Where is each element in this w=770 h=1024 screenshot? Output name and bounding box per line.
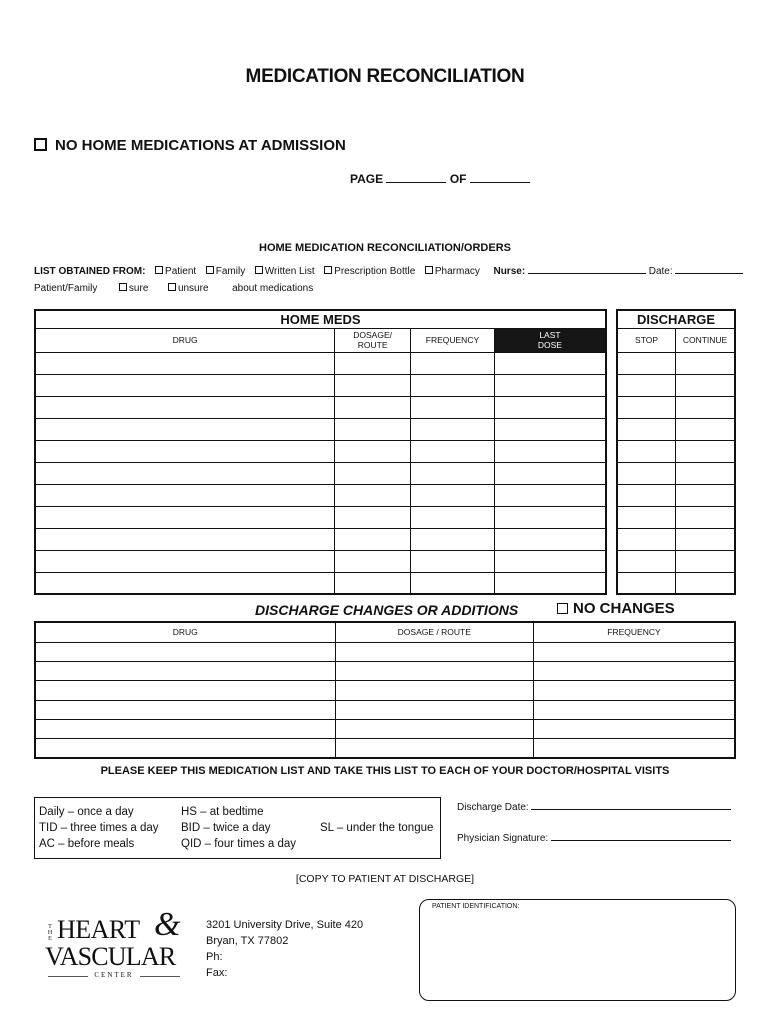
discharge-cell[interactable] <box>617 484 676 506</box>
discharge-title: DISCHARGE <box>617 310 735 328</box>
about-medications-label: about medications <box>232 283 314 294</box>
col-dosage-label: DOSAGE/ <box>353 330 392 340</box>
legend-bid: BID – twice a day <box>181 822 271 834</box>
physician-signature-line <box>457 830 731 844</box>
home-meds-cell[interactable] <box>411 418 495 440</box>
discharge-changes-cell[interactable] <box>533 739 735 758</box>
legend-sl: SL – under the tongue <box>320 822 434 834</box>
logo-ampersand: & <box>154 906 181 943</box>
discharge-row <box>617 528 735 550</box>
address-block <box>206 917 363 981</box>
home-meds-cell[interactable] <box>411 396 495 418</box>
home-meds-cell[interactable] <box>35 374 335 396</box>
discharge-row <box>617 352 735 374</box>
discharge-changes-cell[interactable] <box>35 719 335 738</box>
home-meds-cell[interactable] <box>411 374 495 396</box>
home-meds-cell[interactable] <box>494 352 606 374</box>
discharge-cell[interactable] <box>676 550 735 572</box>
patient-family-label: Patient/Family <box>34 283 98 294</box>
home-meds-cell[interactable] <box>335 396 411 418</box>
discharge-changes-table <box>34 621 736 759</box>
legend-tid: TID – three times a day <box>39 822 159 834</box>
discharge-row <box>617 374 735 396</box>
home-meds-cell[interactable] <box>411 528 495 550</box>
col-stop: STOP <box>617 328 676 352</box>
discharge-cell[interactable] <box>676 440 735 462</box>
discharge-cell[interactable] <box>676 484 735 506</box>
no-home-meds-option[interactable] <box>34 137 346 154</box>
discharge-cell[interactable] <box>617 506 676 528</box>
home-meds-cell[interactable] <box>335 484 411 506</box>
discharge-row <box>617 396 735 418</box>
legend-col-3 <box>320 820 433 836</box>
discharge-changes-cell[interactable] <box>335 681 533 700</box>
home-meds-cell[interactable] <box>335 550 411 572</box>
no-home-meds-checkbox[interactable] <box>34 138 47 151</box>
discharge-cell[interactable] <box>617 374 676 396</box>
home-meds-cell[interactable] <box>35 396 335 418</box>
discharge-changes-row <box>35 719 735 738</box>
discharge-row <box>617 550 735 572</box>
no-changes-option[interactable] <box>557 600 675 617</box>
home-meds-cell[interactable] <box>35 462 335 484</box>
legend-col-2 <box>181 804 296 852</box>
of-label: OF <box>449 172 467 186</box>
home-meds-cell[interactable] <box>335 374 411 396</box>
col-route-label: ROUTE <box>357 340 388 350</box>
home-meds-cell[interactable] <box>494 572 606 594</box>
home-meds-row <box>35 572 606 594</box>
sure-checkbox[interactable] <box>119 283 127 291</box>
home-meds-cell[interactable] <box>335 462 411 484</box>
home-meds-row <box>35 550 606 572</box>
home-meds-cell[interactable] <box>335 528 411 550</box>
home-meds-row <box>35 374 606 396</box>
home-meds-cell[interactable] <box>494 440 606 462</box>
date-label: Date: <box>648 266 673 277</box>
discharge-changes-cell[interactable] <box>335 739 533 758</box>
home-meds-cell[interactable] <box>494 462 606 484</box>
discharge-changes-cell[interactable] <box>35 700 335 719</box>
source-patient-label: Patient <box>165 266 197 277</box>
page-number-field[interactable] <box>386 172 446 183</box>
home-meds-cell[interactable] <box>494 374 606 396</box>
discharge-row <box>617 484 735 506</box>
discharge-date-field[interactable] <box>531 799 731 810</box>
physician-signature-field[interactable] <box>551 830 731 841</box>
discharge-cell[interactable] <box>617 418 676 440</box>
discharge-row <box>617 572 735 594</box>
page-total-field[interactable] <box>470 172 530 183</box>
discharge-cell[interactable] <box>617 572 676 594</box>
sure-label: sure <box>128 283 149 294</box>
nurse-label: Nurse: <box>493 266 526 277</box>
written-list-checkbox[interactable] <box>255 266 263 274</box>
unsure-checkbox[interactable] <box>168 283 176 291</box>
col-dose-label: DOSE <box>537 340 562 350</box>
discharge-changes-cell[interactable] <box>335 642 533 661</box>
home-meds-cell[interactable] <box>335 506 411 528</box>
discharge-date-label: Discharge Date: <box>457 802 529 813</box>
discharge-changes-row <box>35 739 735 758</box>
legend-hs: HS – at bedtime <box>181 806 264 818</box>
discharge-cell[interactable] <box>676 528 735 550</box>
discharge-changes-cell[interactable] <box>335 700 533 719</box>
discharge-row <box>617 440 735 462</box>
discharge-cell[interactable] <box>617 550 676 572</box>
no-changes-checkbox[interactable] <box>557 603 568 614</box>
dc-col-drug: DRUG <box>35 622 335 642</box>
home-meds-title: HOME MEDS <box>35 310 606 328</box>
date-field[interactable] <box>675 263 743 274</box>
source-written-list-label: Written List <box>264 266 315 277</box>
discharge-changes-cell[interactable] <box>533 700 735 719</box>
home-meds-cell[interactable] <box>35 440 335 462</box>
discharge-changes-row <box>35 681 735 700</box>
home-meds-cell[interactable] <box>35 528 335 550</box>
discharge-cell[interactable] <box>617 440 676 462</box>
discharge-date-line <box>457 799 731 813</box>
col-last-dose <box>494 328 606 352</box>
source-pharmacy-label: Pharmacy <box>434 266 480 277</box>
discharge-cell[interactable] <box>676 396 735 418</box>
home-meds-cell[interactable] <box>335 352 411 374</box>
no-home-meds-label: NO HOME MEDICATIONS AT ADMISSION <box>55 137 346 154</box>
home-meds-cell[interactable] <box>411 352 495 374</box>
home-meds-cell[interactable] <box>35 572 335 594</box>
discharge-changes-row <box>35 662 735 681</box>
home-meds-cell[interactable] <box>335 572 411 594</box>
address-line-1: 3201 University Drive, Suite 420 <box>206 919 364 931</box>
logo-center-row <box>44 971 185 981</box>
legend-daily: Daily – once a day <box>39 806 134 818</box>
nurse-field[interactable] <box>528 263 646 274</box>
address-fax: Fax: <box>206 967 228 979</box>
logo-center: CENTER <box>94 971 134 979</box>
home-meds-row <box>35 484 606 506</box>
discharge-changes-cell[interactable] <box>35 681 335 700</box>
abbreviation-legend <box>34 797 441 859</box>
home-meds-cell[interactable] <box>494 506 606 528</box>
physician-signature-label: Physician Signature: <box>457 833 549 844</box>
legend-col-1 <box>39 804 159 852</box>
page-of-line <box>350 172 530 186</box>
patient-identification-label: PATIENT IDENTIFICATION: <box>432 903 520 910</box>
home-meds-row <box>35 418 606 440</box>
discharge-row <box>617 506 735 528</box>
home-meds-cell[interactable] <box>411 572 495 594</box>
discharge-changes-cell[interactable] <box>35 739 335 758</box>
home-meds-row <box>35 528 606 550</box>
source-family-label: Family <box>215 266 246 277</box>
col-last-label: LAST <box>539 330 561 340</box>
discharge-cell[interactable] <box>617 528 676 550</box>
home-meds-cell[interactable] <box>494 550 606 572</box>
home-meds-cell[interactable] <box>494 528 606 550</box>
home-meds-cell[interactable] <box>411 462 495 484</box>
discharge-changes-row <box>35 642 735 661</box>
family-checkbox[interactable] <box>206 266 214 274</box>
discharge-changes-cell[interactable] <box>35 662 335 681</box>
home-meds-cell[interactable] <box>411 506 495 528</box>
please-keep-notice: PLEASE KEEP THIS MEDICATION LIST AND TAKE THIS LIST TO EACH OF YOUR DOCTOR/HOSPITAL VISITS <box>100 765 670 777</box>
pharmacy-checkbox[interactable] <box>425 266 433 274</box>
dc-col-dosage-route: DOSAGE / ROUTE <box>335 622 533 642</box>
heart-vascular-logo <box>44 906 194 982</box>
discharge-changes-row <box>35 700 735 719</box>
home-meds-cell[interactable] <box>494 396 606 418</box>
home-meds-cell[interactable] <box>35 352 335 374</box>
discharge-changes-title: DISCHARGE CHANGES OR ADDITIONS <box>255 602 519 618</box>
home-meds-cell[interactable] <box>335 418 411 440</box>
patient-identification-box[interactable] <box>419 899 736 1001</box>
home-meds-row <box>35 506 606 528</box>
home-meds-cell[interactable] <box>411 550 495 572</box>
home-meds-cell[interactable] <box>494 418 606 440</box>
home-meds-cell[interactable] <box>35 550 335 572</box>
copy-note: [COPY TO PATIENT AT DISCHARGE] <box>295 873 475 885</box>
logo-vascular: VASCULAR <box>45 942 176 971</box>
page-title: MEDICATION RECONCILIATION <box>245 66 525 87</box>
discharge-changes-cell[interactable] <box>533 642 735 661</box>
home-meds-cell[interactable] <box>35 506 335 528</box>
discharge-cell[interactable] <box>676 462 735 484</box>
patient-checkbox[interactable] <box>155 266 163 274</box>
home-meds-table <box>34 309 607 595</box>
discharge-changes-cell[interactable] <box>335 719 533 738</box>
section-title: HOME MEDICATION RECONCILIATION/ORDERS <box>259 242 511 254</box>
logo-the: T H E <box>47 924 53 942</box>
logo-heart: HEART <box>57 915 140 944</box>
discharge-cell[interactable] <box>676 374 735 396</box>
unsure-label: unsure <box>177 283 209 294</box>
discharge-changes-cell[interactable] <box>335 662 533 681</box>
legend-ac: AC – before meals <box>39 838 135 850</box>
home-meds-cell[interactable] <box>494 484 606 506</box>
discharge-changes-cell[interactable] <box>533 681 735 700</box>
home-meds-row <box>35 396 606 418</box>
home-meds-row <box>35 462 606 484</box>
discharge-cell[interactable] <box>617 462 676 484</box>
discharge-cell[interactable] <box>617 352 676 374</box>
home-meds-cell[interactable] <box>35 484 335 506</box>
address-phone: Ph: <box>206 951 223 963</box>
home-meds-row <box>35 352 606 374</box>
list-obtained-line <box>34 263 743 277</box>
col-frequency: FREQUENCY <box>411 328 495 352</box>
col-drug: DRUG <box>35 328 335 352</box>
home-meds-cell[interactable] <box>35 418 335 440</box>
home-meds-cell[interactable] <box>411 440 495 462</box>
discharge-cell[interactable] <box>676 572 735 594</box>
patient-family-line <box>34 283 313 294</box>
col-continue: CONTINUE <box>676 328 735 352</box>
legend-qid: QID – four times a day <box>181 838 297 850</box>
discharge-changes-cell[interactable] <box>35 642 335 661</box>
discharge-changes-cell[interactable] <box>533 719 735 738</box>
discharge-cell[interactable] <box>676 506 735 528</box>
home-meds-cell[interactable] <box>411 484 495 506</box>
col-dosage-route <box>335 328 411 352</box>
home-meds-cell[interactable] <box>335 440 411 462</box>
discharge-row <box>617 418 735 440</box>
source-prescription-bottle-label: Prescription Bottle <box>334 266 416 277</box>
discharge-cell[interactable] <box>676 418 735 440</box>
home-meds-row <box>35 440 606 462</box>
no-changes-label: NO CHANGES <box>573 600 675 617</box>
discharge-row <box>617 462 735 484</box>
prescription-bottle-checkbox[interactable] <box>324 266 332 274</box>
list-obtained-label: LIST OBTAINED FROM: <box>34 266 146 277</box>
discharge-cell[interactable] <box>617 396 676 418</box>
discharge-table <box>616 309 736 595</box>
discharge-cell[interactable] <box>676 352 735 374</box>
discharge-changes-cell[interactable] <box>533 662 735 681</box>
address-line-2: Bryan, TX 77802 <box>206 935 289 947</box>
page-label: PAGE <box>350 172 384 186</box>
dc-col-frequency: FREQUENCY <box>533 622 735 642</box>
